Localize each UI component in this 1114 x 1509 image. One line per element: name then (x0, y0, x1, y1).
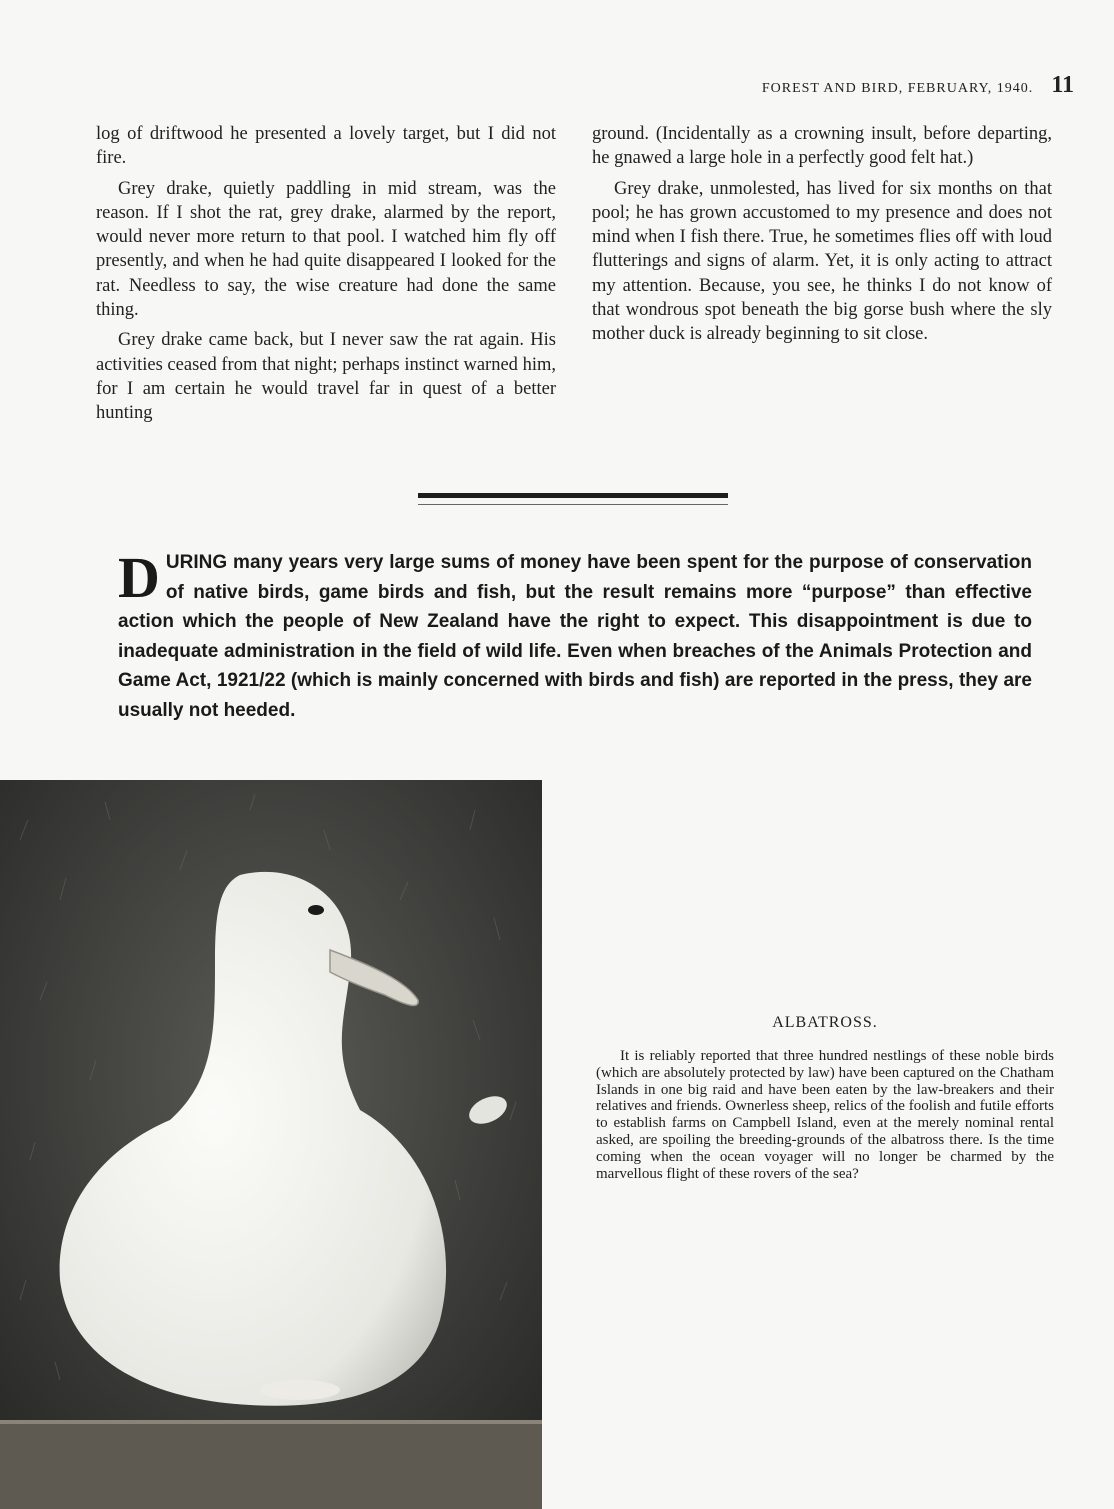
albatross-photo (0, 780, 542, 1509)
paragraph: Grey drake, unmolested, has lived for six months on that pool; he has grown accustomed to my presence and does not mind when I fish there. True, he sometimes flies off with loud flutterings and signs of alarm. Yet, it is only acting to attract my attention. Because, you see, he thinks I do not know of that wondrous spot beneath the big gorse bush where the sly mother duck is already beginning to sit close. (592, 178, 1052, 345)
right-column (592, 122, 1052, 353)
lead-paragraph (118, 545, 1032, 725)
page-number: 11 (1051, 72, 1074, 98)
section-divider (418, 493, 728, 498)
caption-title: ALBATROSS. (772, 1014, 878, 1031)
paragraph: Grey drake, quietly paddling in mid stream, was the reason. If I shot the rat, grey drake, alarmed by the report, would never more return to that pool. I watched him fly off presently, and when he had quite disappeared I looked for the rat. Needless to say, the wise creature had done the same thing. (96, 178, 556, 321)
page-header (762, 72, 1074, 99)
caption-body: It is reliably reported that three hundred nestlings of these noble birds (which are absolutely protected by law) have been captured on the Chatham Islands in one big raid and have been eaten by the law-breakers and their relatives and friends. Ownerless sheep, relics of the foolish and futile efforts to establish farms on Campbell Island, even at the merely nominal rental asked, are spoiling the breeding-grounds of the albatross there. Is the time coming when the ocean voyager will no longer be charmed by the marvellous flight of these rovers of the sea? (596, 1048, 1054, 1182)
paragraph: Grey drake came back, but I never saw the rat again. His activities ceased from that night; perhaps instinct warned him, for I am certain he would travel far in quest of a better hunting (96, 330, 556, 424)
drop-cap: D (118, 545, 160, 610)
ledge-edge (0, 1420, 542, 1424)
section-divider-thin (418, 504, 728, 505)
lead-text: URING many years very large sums of money have been spent for the purpose of conservation of native birds, game birds and fish, but the result remains more “purpose” than effective action which the people of New Zealand have the right to expect. This disappointment is due to inadequate administration in the field of wild life. Even when breaches of the Animals Protection and Game Act, 1921/22 (which is mainly concerned with birds and fish) are reported in the press, they are usually not heeded. (118, 552, 1032, 721)
albatross-foot (260, 1380, 340, 1400)
ground-ledge (0, 1420, 542, 1509)
albatross-eye (308, 905, 324, 915)
photo-caption (596, 1014, 1054, 1182)
paragraph: log of driftwood he presented a lovely target, but I did not fire. (96, 124, 556, 169)
paragraph: ground. (Incidentally as a crowning insult, before departing, he gnawed a large hole in a perfectly good felt hat.) (592, 124, 1052, 169)
albatross-illustration (0, 780, 542, 1509)
magazine-title: FOREST AND BIRD, FEBRUARY, 1940. (761, 81, 1034, 96)
left-column (96, 122, 556, 432)
